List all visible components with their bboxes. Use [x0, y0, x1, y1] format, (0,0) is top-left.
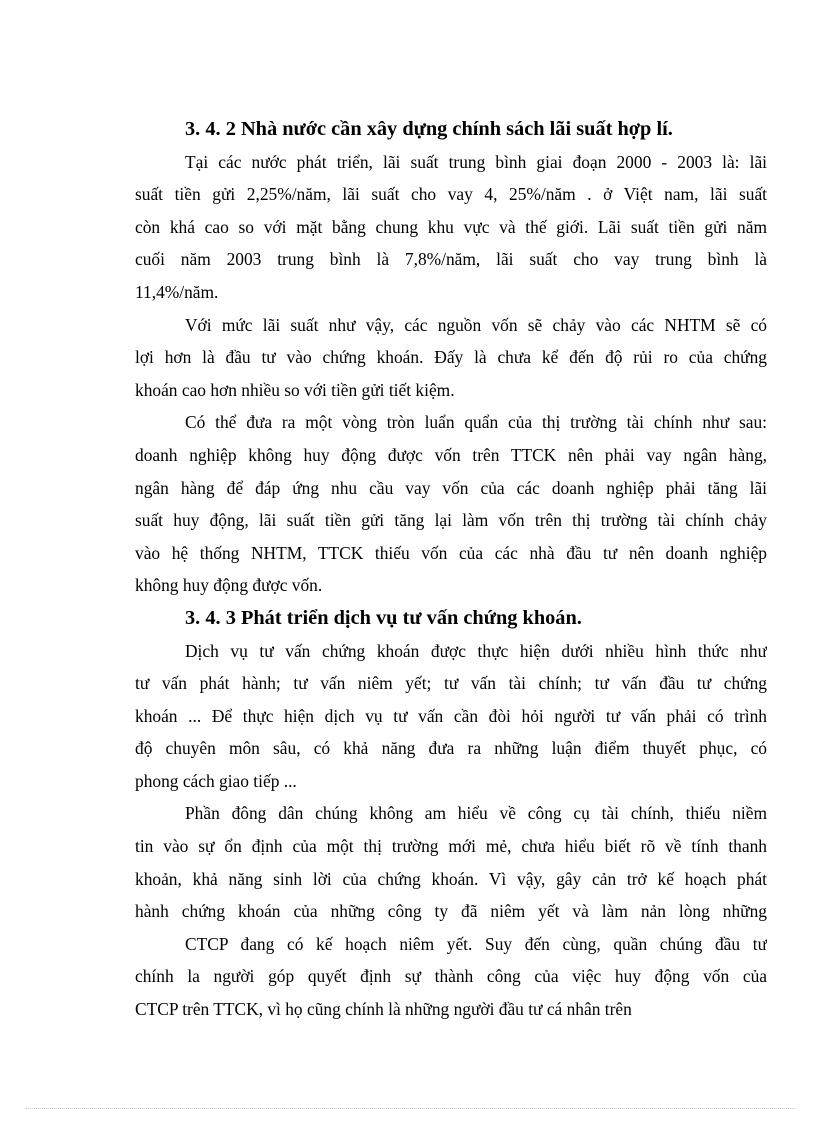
text-line: cuối năm 2003 trung bình là 7,8%/năm, lãi suất cho vay trung bình là	[135, 249, 767, 270]
text-line: khoán ... Để thực hiện dịch vụ tư vấn cần đòi hỏi người tư vấn phải có trình	[135, 705, 767, 726]
text-line: ngân hàng để đáp ứng nhu cầu vay vốn của các doanh nghiệp phải tăng lãi	[135, 477, 767, 498]
document-body	[135, 113, 767, 1026]
text-line: CTCP trên TTCK, vì họ cũng chính là những người đầu tư cá nhân trên	[135, 999, 632, 1020]
paragraph-vicious-circle	[135, 406, 767, 602]
text-line: không huy động được vốn.	[135, 575, 323, 596]
text-line: lợi hơn là đầu tư vào chứng khoán. Đấy là chưa kể đến độ rủi ro của chứng	[135, 347, 767, 368]
text-line: Có thể đưa ra một vòng tròn luẩn quẩn của thị trường tài chính như sau:	[185, 412, 767, 433]
text-line: tin vào sự ổn định của một thị trường mới mẻ, chưa hiểu biết rõ về tính thanh	[135, 836, 767, 857]
paragraph-advisory-services	[135, 635, 767, 798]
text-line: suất tiền gửi 2,25%/năm, lãi suất cho vay 4, 25%/năm . ở Việt nam, lãi suất	[135, 184, 767, 205]
paragraph-public-awareness	[135, 797, 767, 927]
text-line: suất huy động, lãi suất tiền gửi tăng lại làm vốn trên thị trường tài chính chảy	[135, 510, 767, 531]
text-line: tư vấn phát hành; tư vấn niêm yết; tư vấn tài chính; tư vấn đầu tư chứng	[135, 673, 767, 694]
section-heading-3-4-2: 3. 4. 2 Nhà nước cần xây dựng chính sách lãi suất hợp lí.	[185, 118, 673, 140]
text-line: chính la người góp quyết định sự thành công của việc huy động vốn của	[135, 966, 767, 987]
section-heading-3-4-3: 3. 4. 3 Phát triển dịch vụ tư vấn chứng khoán.	[185, 606, 582, 629]
text-line: Dịch vụ tư vấn chứng khoán được thực hiện dưới nhiều hình thức như	[185, 640, 767, 661]
text-line: 11,4%/năm.	[135, 281, 219, 302]
paragraph-investor-role	[135, 928, 767, 1026]
text-line: phong cách giao tiếp ...	[135, 770, 297, 791]
paragraph-interest-rates	[135, 146, 767, 309]
text-line: Phần đông dân chúng không am hiểu về công cụ tài chính, thiếu niềm	[185, 803, 767, 824]
text-line: Tại các nước phát triển, lãi suất trung bình giai đoạn 2000 - 2003 là: lãi	[185, 151, 767, 172]
footer-divider	[25, 1108, 795, 1109]
paragraph-capital-flow	[135, 309, 767, 407]
text-line: vào hệ thống NHTM, TTCK thiếu vốn của các nhà đầu tư nên doanh nghiệp	[135, 542, 767, 563]
text-line: khoản, khả năng sinh lời của chứng khoán. Vì vậy, gây cản trở kế hoạch phát	[135, 868, 767, 889]
text-line: CTCP đang có kế hoạch niêm yết. Suy đến cùng, quần chúng đầu tư	[185, 933, 767, 954]
text-line: doanh nghiệp không huy động được vốn trên TTCK nên phải vay ngân hàng,	[135, 444, 767, 465]
text-line: còn khá cao so với mặt bằng chung khu vực và thế giới. Lãi suất tiền gửi năm	[135, 216, 767, 237]
text-line: hành chứng khoán của những công ty đã niêm yết và làm nản lòng những	[135, 901, 767, 922]
text-line: độ chuyên môn sâu, có khả năng đưa ra những luận điểm thuyết phục, có	[135, 738, 767, 759]
text-line: khoán cao hơn nhiều so với tiền gửi tiết kiệm.	[135, 379, 455, 400]
text-line: Với mức lãi suất như vậy, các nguồn vốn sẽ chảy vào các NHTM sẽ có	[185, 314, 767, 335]
